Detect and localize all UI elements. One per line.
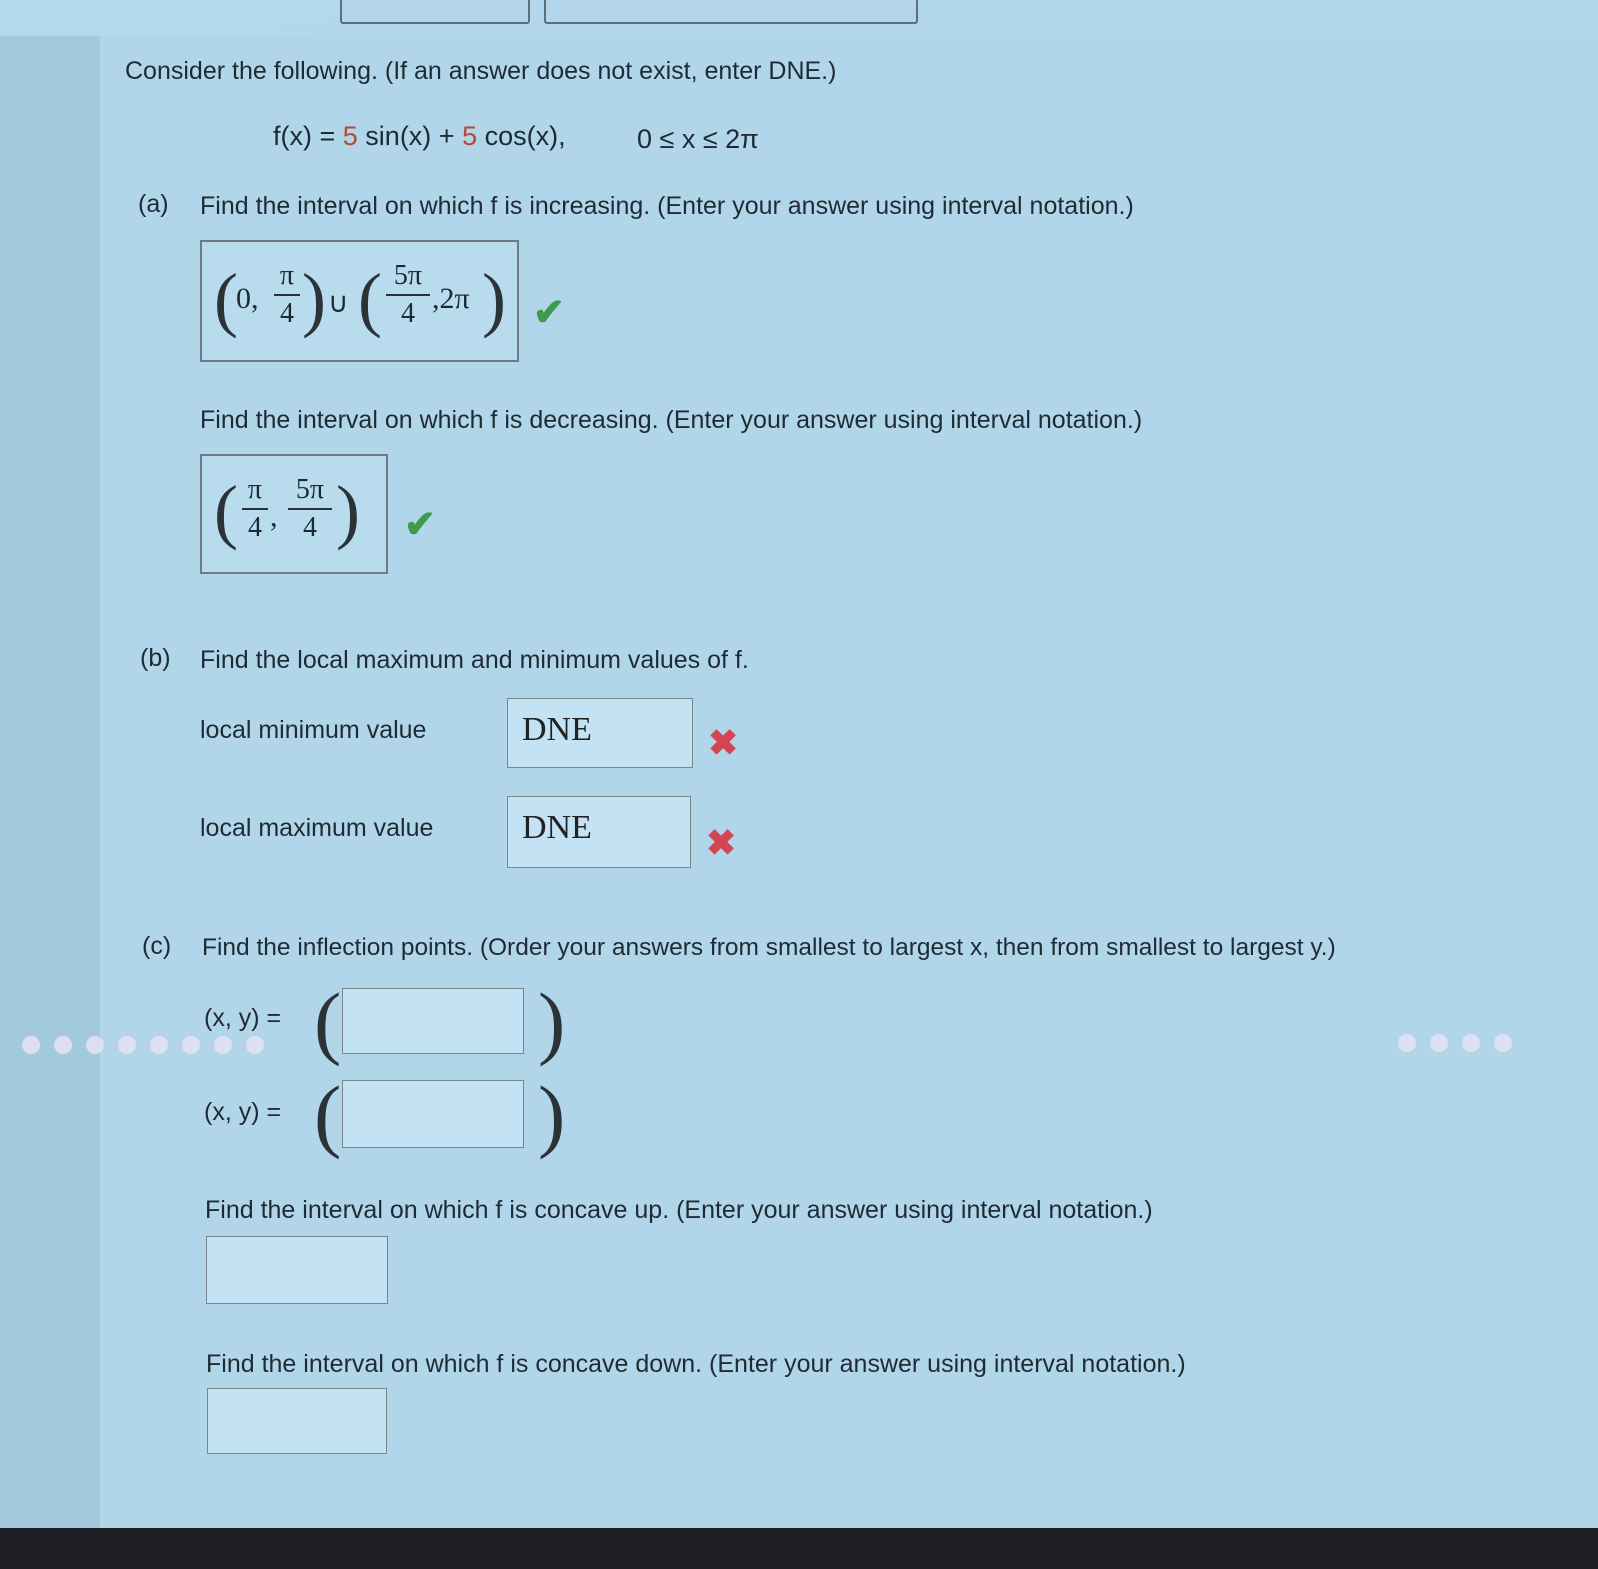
local-extrema-question: Find the local maximum and minimum values of f.: [200, 646, 749, 674]
local-min-value: DNE: [522, 711, 592, 748]
inflection-point-1-input[interactable]: [342, 988, 524, 1054]
top-button-right[interactable]: [544, 0, 918, 24]
paren-close-2: ): [482, 259, 506, 339]
part-a-label: (a): [138, 190, 169, 218]
comma: ,: [270, 500, 278, 533]
five-pi-over-4-fraction: [288, 474, 332, 544]
check-icon: ✔: [533, 292, 565, 334]
part-b-label: (b): [140, 644, 171, 672]
concave-up-input[interactable]: [206, 1236, 388, 1304]
fraction-denominator: 4: [248, 512, 262, 543]
paren-open-1: (: [214, 259, 238, 339]
coefficient-sin: 5: [342, 121, 358, 151]
part-c-label: (c): [142, 932, 172, 960]
paren-open-2: (: [358, 259, 382, 339]
fraction-denominator: 4: [303, 512, 317, 543]
function-sin-term: sin(x) +: [357, 121, 463, 151]
function-definition: [273, 121, 566, 152]
check-icon: ✔: [404, 504, 436, 546]
decreasing-question: Find the interval on which f is decreasing. (Enter your answer using interval notation.): [200, 406, 1143, 434]
function-lhs: f(x) =: [273, 121, 343, 151]
coefficient-cos: 5: [462, 121, 478, 151]
fraction-numerator: π: [279, 260, 295, 291]
fraction-numerator: 5π: [393, 260, 423, 291]
fraction-bar: [386, 294, 430, 296]
fraction-numerator: 5π: [295, 474, 325, 505]
function-cos-term: cos(x),: [477, 121, 566, 151]
pi-over-4-fraction: [274, 260, 300, 330]
point1-label: (x, y) =: [204, 1004, 282, 1032]
inflection-question: Find the inflection points. (Order your answers from smallest to largest x, then from smallest to largest y.): [202, 934, 1336, 961]
point2-label: (x, y) =: [204, 1098, 282, 1126]
two-pi-term: ,2π: [432, 282, 470, 315]
increasing-answer-field[interactable]: [200, 240, 519, 362]
paren-close-1: ): [302, 259, 326, 339]
cross-icon: ✖: [706, 822, 737, 863]
top-button-left[interactable]: [340, 0, 530, 24]
zero-term: 0,: [236, 282, 259, 315]
inflection-point-2-input[interactable]: [342, 1080, 524, 1148]
screen-glare: [22, 1036, 278, 1062]
union-symbol: ∪: [328, 287, 349, 318]
function-domain: 0 ≤ x ≤ 2π: [637, 124, 759, 154]
fraction-denominator: 4: [401, 298, 415, 329]
increasing-question: Find the interval on which f is increasing. (Enter your answer using interval notation.): [200, 192, 1134, 220]
local-min-input[interactable]: [507, 698, 693, 768]
fraction-bar: [274, 294, 300, 296]
point2-open-paren: (: [314, 1069, 342, 1160]
point2-close-paren: ): [538, 1069, 566, 1160]
point1-open-paren: (: [314, 976, 342, 1067]
fraction-denominator: 4: [280, 298, 294, 329]
fraction-bar: [242, 508, 268, 510]
cross-icon: ✖: [708, 722, 739, 763]
pi-over-4-fraction: [242, 474, 268, 544]
question-prompt: Consider the following. (If an answer does not exist, enter DNE.): [125, 57, 837, 85]
concave-up-question: Find the interval on which f is concave up. (Enter your answer using interval notation.): [205, 1196, 1153, 1224]
fraction-numerator: π: [247, 474, 263, 505]
local-max-value: DNE: [522, 809, 592, 846]
local-min-label: local minimum value: [200, 716, 427, 744]
paren-close: ): [336, 471, 360, 551]
left-gutter: [0, 36, 101, 1536]
five-pi-over-4-fraction: [386, 260, 430, 330]
monitor-bezel: [0, 1528, 1598, 1569]
point1-close-paren: ): [538, 976, 566, 1067]
paren-open: (: [214, 471, 238, 551]
local-max-label: local maximum value: [200, 814, 434, 842]
screen-glare: [1398, 1034, 1526, 1060]
local-max-input[interactable]: [507, 796, 691, 868]
decreasing-answer-field[interactable]: [200, 454, 388, 574]
concave-down-question: Find the interval on which f is concave down. (Enter your answer using interval notation.): [206, 1350, 1186, 1378]
fraction-bar: [288, 508, 332, 510]
concave-down-input[interactable]: [207, 1388, 387, 1454]
